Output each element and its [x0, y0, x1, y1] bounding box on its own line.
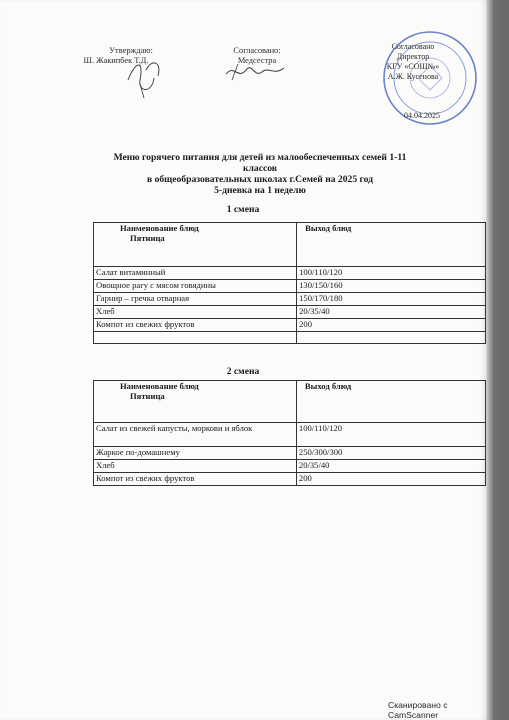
table-row	[94, 473, 486, 486]
approved-title: Утверждаю:	[109, 46, 153, 55]
dish-cell: Компот из свежих фруктов	[94, 473, 297, 486]
table-row	[94, 280, 486, 293]
output-cell: 20/35/40	[296, 460, 485, 473]
empty-cell	[297, 332, 486, 344]
director-line1: Согласовано	[391, 42, 435, 51]
dish-cell: Хлеб	[94, 306, 297, 319]
col-name-line2: Пятница	[130, 233, 165, 243]
document-title	[80, 152, 440, 196]
output-cell: 130/150/160	[297, 280, 486, 293]
shift2-label: 2 смена	[226, 366, 260, 377]
output-cell: 20/35/40	[297, 306, 486, 319]
shift1-label: 1 смена	[226, 204, 260, 215]
dish-cell: Салат из свежей капусты, моркови и яблок	[94, 423, 297, 447]
table-row	[94, 267, 486, 280]
title-line4: 5-дневка на 1 неделю	[214, 185, 306, 196]
output-cell: 200	[296, 473, 485, 486]
column-header-output: Выход блюд	[296, 381, 485, 423]
table-row	[94, 423, 486, 447]
scan-edge-shadow	[486, 0, 509, 720]
dish-cell: Овощное рагу с мясом говядины	[94, 280, 297, 293]
title-line1: Меню горячего питания для детей из малообеспеченных семей 1-11	[113, 152, 407, 163]
table-header-row	[94, 223, 486, 267]
camscanner-watermark: Сканировано с CamScanner	[388, 700, 448, 720]
output-cell: 200	[297, 319, 486, 332]
shift1-menu-table	[93, 222, 486, 344]
dish-cell: Хлеб	[94, 460, 297, 473]
table-row	[94, 460, 486, 473]
dish-cell: Жаркое по-домашнему	[94, 447, 297, 460]
approved-name: Ш. Жакипбек Т.Д.	[83, 55, 149, 65]
director-line2: Директор	[396, 52, 430, 61]
title-line2: классов	[243, 163, 277, 174]
output-cell: 250/300/300	[296, 447, 485, 460]
col-name-line1: Наименование блюд	[120, 381, 199, 391]
shift2-menu-table	[93, 380, 486, 486]
document-date: 04.04.2025	[404, 111, 440, 120]
col-name-line1: Наименование блюд	[120, 223, 199, 233]
output-cell: 100/110/120	[296, 423, 485, 447]
output-cell: 100/110/120	[297, 267, 486, 280]
title-line3: в общеобразовательных школах г.Семей на 2025 год	[146, 174, 374, 185]
dish-cell: Компот из свежих фруктов	[94, 319, 297, 332]
table-header-row	[94, 381, 486, 423]
signature-scribble-middle	[222, 55, 292, 88]
dish-cell: Гарнир – гречка отварная	[94, 293, 297, 306]
output-cell: 150/170/180	[297, 293, 486, 306]
column-header-dish	[94, 223, 297, 267]
col-name-line2: Пятница	[130, 391, 165, 401]
table-row	[94, 319, 486, 332]
signature-scribble-left	[118, 50, 178, 100]
director-block	[373, 42, 453, 82]
agreed-title: Согласовано:	[233, 46, 281, 55]
table-row	[94, 447, 486, 460]
table-row-empty	[94, 332, 486, 344]
director-line3: КГУ «СОШ№»	[386, 62, 440, 71]
dish-cell: Салат витаминный	[94, 267, 297, 280]
table-row	[94, 293, 486, 306]
empty-cell	[94, 332, 297, 344]
table-row	[94, 306, 486, 319]
agreed-name: Медсестра	[237, 55, 277, 65]
director-line4: А.Ж. Кусенова	[387, 72, 439, 81]
column-header-dish	[94, 381, 297, 423]
column-header-output: Выход блюд	[297, 223, 486, 267]
